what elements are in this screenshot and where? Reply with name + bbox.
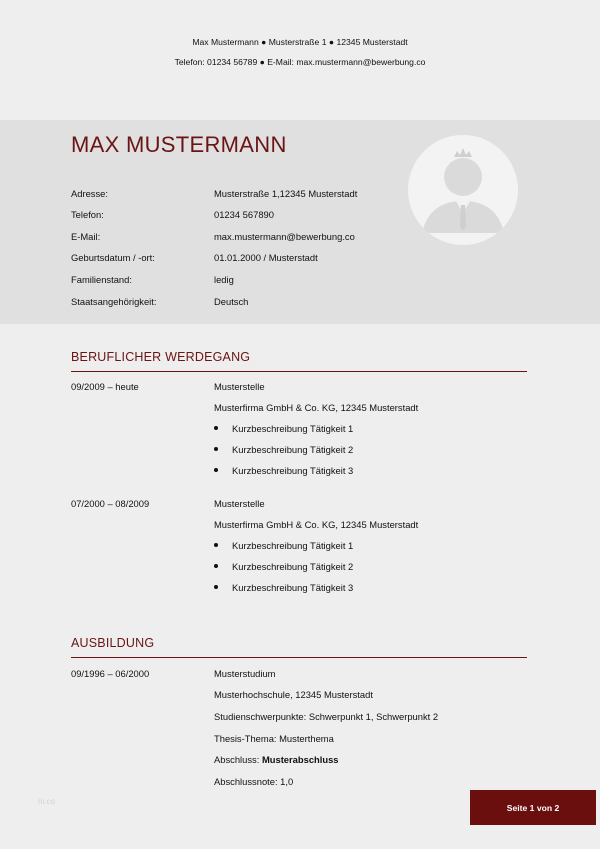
- career-task-1-3: Kurzbeschreibung Tätigkeit 3: [232, 465, 354, 476]
- header-contact-line-1: Max Mustermann ● Musterstraße 1 ● 12345 Musterstadt: [192, 37, 408, 47]
- education-focus: Studienschwerpunkte: Schwerpunkt 1, Schwerpunkt 2: [214, 711, 439, 722]
- value-email: max.mustermann@bewerbung.co: [214, 231, 355, 242]
- value-address: Musterstraße 1,12345 Musterstadt: [214, 188, 358, 199]
- label-marital-status: Familienstand:: [71, 274, 132, 285]
- section-divider: [71, 657, 527, 658]
- career-position-2: Musterstelle: [214, 498, 265, 509]
- graduation-value: Musterabschluss: [261, 754, 339, 765]
- applicant-name: MAX MUSTERMANN: [71, 132, 287, 157]
- career-task-2-1: Kurzbeschreibung Tätigkeit 1: [232, 540, 354, 551]
- career-task-1-1: Kurzbeschreibung Tätigkeit 1: [232, 423, 354, 434]
- label-nationality: Staatsangehörigkeit:: [71, 296, 157, 307]
- career-task-1-2: Kurzbeschreibung Tätigkeit 2: [232, 444, 354, 455]
- section-heading-career: BERUFLICHER WERDEGANG: [71, 350, 251, 364]
- value-birth: 01.01.2000 / Musterstadt: [214, 252, 318, 263]
- bullet-icon: [214, 426, 218, 430]
- label-birth: Geburtsdatum / -ort:: [71, 252, 155, 263]
- education-thesis: Thesis-Thema: Musterthema: [214, 733, 334, 744]
- avatar: [408, 135, 518, 245]
- label-address: Adresse:: [71, 188, 108, 199]
- education-school: Musterhochschule, 12345 Musterstadt: [214, 689, 373, 700]
- career-task-2-2: Kurzbeschreibung Tätigkeit 2: [232, 561, 354, 572]
- label-email: E-Mail:: [71, 231, 101, 242]
- education-grade: Abschlussnote: 1,0: [214, 776, 294, 787]
- education-graduation: [214, 754, 339, 765]
- career-task-2-3: Kurzbeschreibung Tätigkeit 3: [232, 582, 354, 593]
- bullet-icon: [214, 585, 218, 589]
- career-date-2: 07/2000 – 08/2009: [71, 498, 150, 509]
- value-nationality: Deutsch: [214, 296, 249, 307]
- label-phone: Telefon:: [71, 209, 104, 220]
- bullet-icon: [214, 468, 218, 472]
- graduation-label: Abschluss:: [214, 754, 262, 765]
- header-contact-line-2: Telefon: 01234 56789 ● E-Mail: max.mustermann@bewerbung.co: [174, 57, 426, 67]
- bullet-icon: [214, 564, 218, 568]
- section-heading-education: AUSBILDUNG: [71, 636, 155, 650]
- career-date-1: 09/2009 – heute: [71, 381, 139, 392]
- bullet-icon: [214, 543, 218, 547]
- person-placeholder-icon: [408, 135, 518, 245]
- education-degree: Musterstudium: [214, 668, 276, 679]
- watermark: hi.co: [38, 797, 55, 806]
- career-position-1: Musterstelle: [214, 381, 265, 392]
- value-marital-status: ledig: [214, 274, 234, 285]
- career-company-1: Musterfirma GmbH & Co. KG, 12345 Musterstadt: [214, 402, 419, 413]
- career-company-2: Musterfirma GmbH & Co. KG, 12345 Musterstadt: [214, 519, 419, 530]
- page-number-badge: Seite 1 von 2: [470, 790, 596, 825]
- bullet-icon: [214, 447, 218, 451]
- section-divider: [71, 371, 527, 372]
- value-phone: 01234 567890: [214, 209, 274, 220]
- education-date: 09/1996 – 06/2000: [71, 668, 150, 679]
